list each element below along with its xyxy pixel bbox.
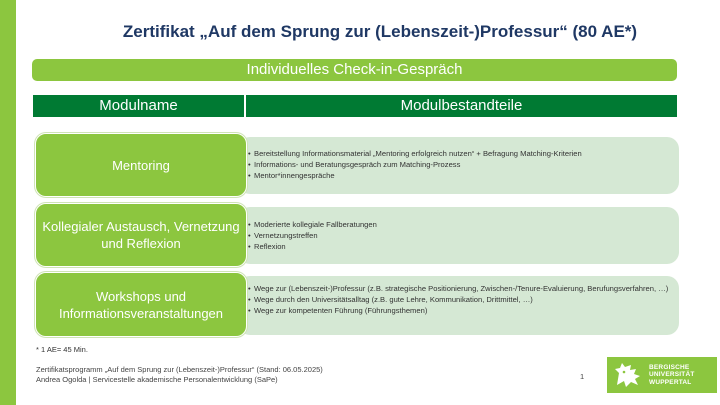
module-bullets-mentoring xyxy=(248,148,673,181)
module-bullets-workshops xyxy=(248,283,673,316)
module-name-austausch: Kollegialer Austausch, Vernetzung und Reflexion xyxy=(42,219,240,251)
list-item: • Wege zur kompetenten Führung (Führungsthemen) xyxy=(248,305,673,316)
footer xyxy=(36,365,323,385)
lion-emblem-icon xyxy=(611,359,645,391)
module-name-workshops: Workshops und Informationsveranstaltungen xyxy=(58,288,224,321)
list-item: • Wege durch den Universitätsalltag (z.B. gute Lehre, Kommunikation, Drittmittel, …) xyxy=(248,294,673,305)
table-header-modulname: Modulname xyxy=(33,95,244,117)
module-bullets-austausch xyxy=(248,219,673,252)
logo-line-2: UNIVERSITÄT xyxy=(649,371,695,379)
checkin-banner: Individuelles Check-in-Gespräch xyxy=(32,59,677,81)
university-logo xyxy=(607,357,717,393)
left-accent-bar xyxy=(0,0,16,405)
list-item: • Wege zur (Lebenszeit-)Professur (z.B. strategische Positionierung, Zwischen-/Tenure-Evaluierung, Berufungsverfahren, …) xyxy=(248,283,673,294)
slide-title: Zertifikat „Auf dem Sprung zur (Lebenszeit-)Professur“ (80 AE*) xyxy=(122,22,638,41)
footer-line-program: Zertifikatsprogramm „Auf dem Sprung zur (Lebenszeit-)Professur“ (Stand: 06.05.2025) xyxy=(36,365,323,374)
list-item: • Vernetzungstreffen xyxy=(248,230,673,241)
footer-line-author: Andrea Ogolda | Servicestelle akademische Personalentwicklung (SaPe) xyxy=(36,375,278,384)
list-item: • Bereitstellung Informationsmaterial „Mentoring erfolgreich nutzen“ + Befragung Matching-Kriterien xyxy=(248,148,673,159)
module-box-austausch xyxy=(35,203,247,267)
list-item: • Reflexion xyxy=(248,241,673,252)
module-name-mentoring: Mentoring xyxy=(112,157,170,173)
list-item: • Moderierte kollegiale Fallberatungen xyxy=(248,219,673,230)
module-box-mentoring xyxy=(35,133,247,197)
module-box-workshops xyxy=(35,272,247,337)
logo-line-3: WUPPERTAL xyxy=(649,378,692,386)
list-item: • Mentor*innengespräche xyxy=(248,170,673,181)
university-logo-text xyxy=(649,364,695,387)
list-item: • Informations- und Beratungsgespräch zum Matching-Prozess xyxy=(248,159,673,170)
logo-line-1: BERGISCHE xyxy=(649,363,690,371)
table-header-modulbestandteile: Modulbestandteile xyxy=(246,95,677,117)
page-number: 1 xyxy=(580,372,585,381)
footnote: * 1 AE= 45 Min. xyxy=(36,345,88,354)
